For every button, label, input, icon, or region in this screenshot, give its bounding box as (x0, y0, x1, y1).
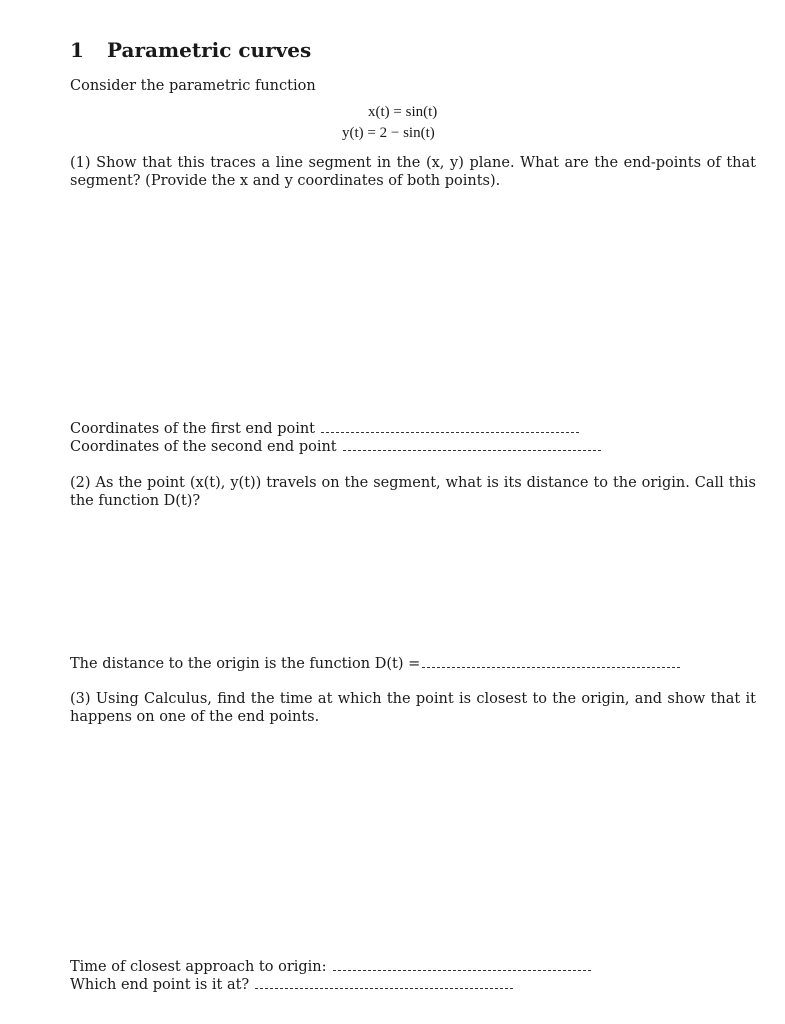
answer-blank-distance[interactable] (422, 666, 680, 668)
answer-which-end (70, 976, 513, 994)
section-number: 1 (70, 38, 84, 62)
answer-blank-second-end[interactable] (343, 449, 601, 451)
answer-which-end-label: Which end point is it at? (70, 977, 250, 993)
answer-second-end-label: Coordinates of the second end point (70, 439, 337, 455)
section-title: Parametric curves (107, 38, 312, 62)
answer-second-end-point (70, 438, 601, 456)
answer-first-end-point (70, 420, 579, 438)
answer-blank-first-end[interactable] (321, 431, 579, 433)
answer-blank-closest-time[interactable] (333, 969, 591, 971)
answer-blank-which-end[interactable] (255, 987, 513, 989)
intro-text: Consider the parametric function (70, 78, 316, 94)
question-2: (2) As the point (x(t), y(t)) travels on the segment, what is its distance to the origin. Call this the function D(t)? (70, 475, 756, 509)
answer-distance-label: The distance to the origin is the function D(t) = (70, 656, 421, 672)
answer-closest-time (70, 958, 591, 976)
answer-closest-time-label: Time of closest approach to origin: (70, 959, 327, 975)
equation-y: y(t) = 2 − sin(t) (342, 125, 435, 141)
question-3: (3) Using Calculus, find the time at which the point is closest to the origin, and show that it happens on one of the end points. (70, 691, 756, 725)
equation-x: x(t) = sin(t) (368, 104, 438, 120)
answer-distance (70, 655, 680, 673)
answer-first-end-label: Coordinates of the first end point (70, 421, 316, 437)
question-1: (1) Show that this traces a line segment in the (x, y) plane. What are the end-points of that segment? (Provide the x and y coordinates of both points). (70, 155, 756, 189)
